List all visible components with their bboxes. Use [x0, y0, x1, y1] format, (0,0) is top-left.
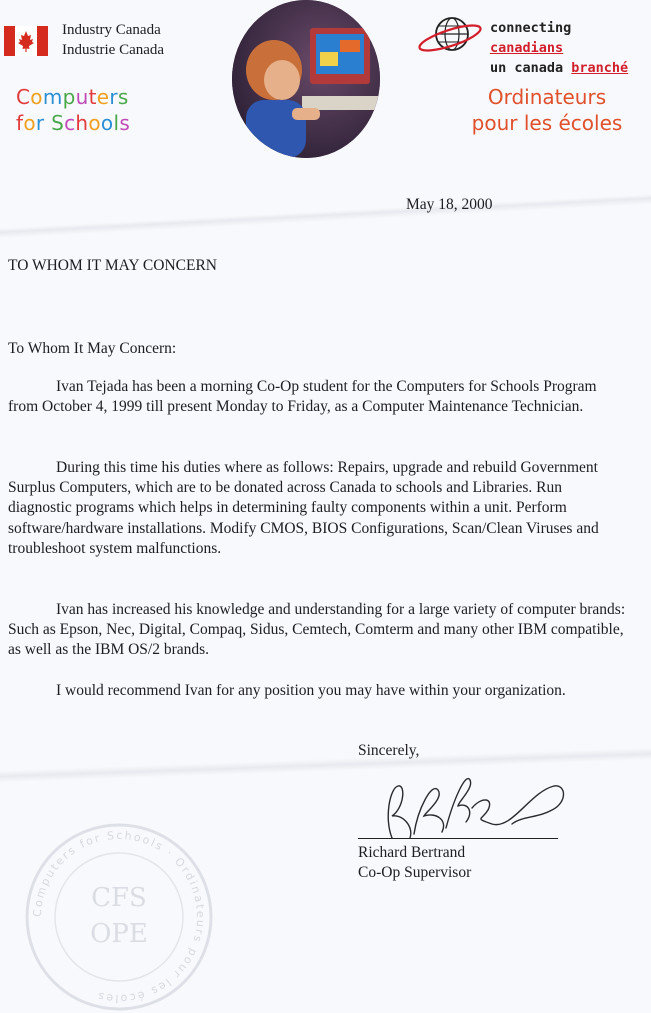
program-logo-french-line2: pour les écoles [471, 111, 623, 135]
body-paragraph: I would recommend Ivan for any position you may have within your organization. [56, 682, 566, 699]
child-at-computer-photo [232, 0, 380, 158]
body-paragraph: Ivan has increased his knowledge and understanding for a large variety of computer brands: Such as Epson, Nec, Digital, Compaq, Sidus, Cemtech, Comterm and many other IBM compatible, as well as the IBM OS/2 brands. [8, 601, 626, 659]
program-logo-french [454, 84, 640, 136]
connecting-canadians-slogan [490, 18, 651, 78]
svg-text:Computers for Schools · Ordina [31, 829, 207, 1005]
slogan-english-prefix: connecting [490, 20, 572, 36]
slogan-english [490, 18, 651, 58]
letter-salutation: To Whom It May Concern: [8, 340, 177, 357]
slogan-french [490, 58, 651, 78]
signer-title: Co-Op Supervisor [358, 864, 472, 881]
letter-date: May 18, 2000 [406, 196, 493, 213]
letter-heading: TO WHOM IT MAY CONCERN [8, 257, 217, 274]
signer-name: Richard Bertrand [358, 844, 466, 861]
slogan-english-accent: canadians [490, 40, 564, 56]
canada-flag-icon [4, 26, 48, 56]
department-name-english: Industry Canada [62, 22, 161, 38]
slogan-french-accent: branché [571, 60, 629, 76]
seal-center-line2: OPE [90, 919, 148, 949]
department-name-french: Industrie Canada [62, 42, 165, 58]
program-logo-english-line1: Computers [16, 85, 129, 109]
body-paragraph: During this time his duties where as follows: Repairs, upgrade and rebuild Government Surplus Computers, which are to be donated across Canada to schools and Libraries. Run diagnostic programs which helps in determining faulty components within a unit. Perform software/hardware installations. Modify CMOS, BIOS Configurations, Scan/Clean Viruses and troubleshoot system malfunctions. [8, 459, 599, 557]
signature-line [358, 838, 558, 839]
handwritten-signature [362, 768, 572, 848]
seal-center-line1: CFS [91, 883, 147, 913]
seal-outer-text: Computers for Schools · Ordinateurs pour les écoles [30, 828, 208, 1006]
program-logo-english [16, 84, 130, 136]
letter-closing: Sincerely, [358, 742, 420, 759]
slogan-french-prefix: un canada [490, 60, 572, 76]
program-logo-english-line2: for Schools [16, 111, 131, 135]
body-paragraph: Ivan Tejada has been a morning Co-Op student for the Computers for Schools Program from October 4, 1999 till present Monday to Friday, as a Computer Maintenance Technician. [8, 378, 597, 416]
globe-icon [416, 12, 486, 60]
embossed-seal [14, 822, 224, 1012]
program-logo-french-line1: Ordinateurs [487, 85, 607, 109]
